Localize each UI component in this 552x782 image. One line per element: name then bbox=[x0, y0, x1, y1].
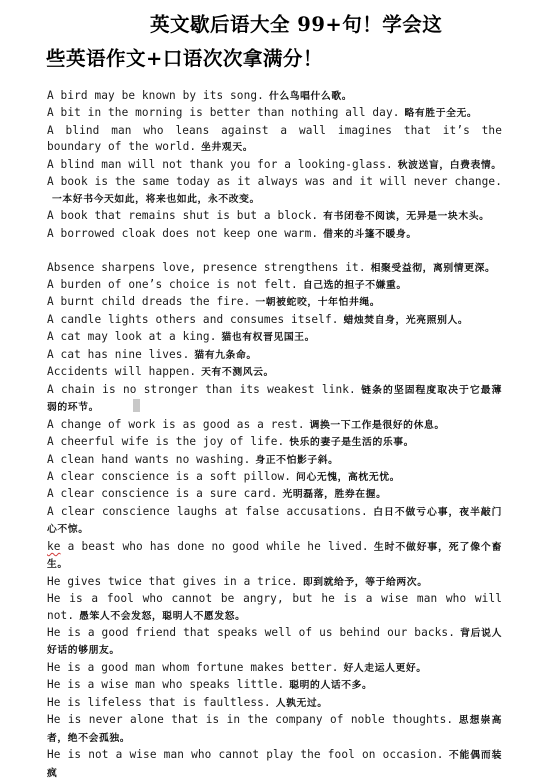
proverb-entry: He is a wise man who speaks little. 聪明的人话不多。 bbox=[47, 678, 373, 692]
proverb-entry: He gives twice that gives in a trice. 即到就给予，等于给两次。 bbox=[47, 574, 428, 588]
proverb-entry: ke a beast who has done no good while he lived. 生时不做好事，死了像个畜生。 bbox=[47, 539, 502, 571]
proverb-entry: He is never alone that is in the company of noble thoughts. 思想崇高者，绝不会孤独。 bbox=[47, 713, 502, 744]
proverb-entry: A clean hand wants no washing. 身正不怕影子斜。 bbox=[47, 452, 339, 466]
proverb-entry: A burnt child dreads the fire. 一朝被蛇咬，十年怕井绳。 bbox=[47, 295, 381, 309]
title-line-1: 英文歇后语大全 99+句！学会这 bbox=[150, 13, 443, 36]
proverb-with-spellcheck: ke a beast who has done no good while he lived. bbox=[47, 539, 369, 553]
proverb-entry: A borrowed cloak does not keep one warm. 借来的斗篷不暖身。 bbox=[47, 226, 417, 240]
text-cursor-marker bbox=[133, 399, 140, 412]
proverb-entry: A burden of one’s choice is not felt. 自己选的担子不嫌重。 bbox=[47, 277, 407, 291]
proverb-entry: He is a good man whom fortune makes better. 好人走运人更好。 bbox=[47, 660, 427, 674]
proverb-entry: He is a good friend that speaks well of us behind our backs. 背后说人好话的够朋友。 bbox=[47, 626, 502, 657]
proverb-entry: A cheerful wife is the joy of life. 快乐的妻子是生活的乐事。 bbox=[47, 435, 415, 449]
proverb-entry: A candle lights others and consumes itself. 蜡烛焚自身，光亮照别人。 bbox=[47, 312, 469, 326]
proverb-entry: A change of work is as good as a rest. 调换一下工作是很好的休息。 bbox=[47, 417, 445, 431]
proverb-entry: A blind man who leans against a wall imagines that it’s the boundary of the world. 坐井观天。 bbox=[47, 123, 502, 154]
proverb-entry: He is not a wise man who cannot play the fool on occasion. 不能偶而装疯 bbox=[47, 748, 502, 779]
title-line-2: 些英语作文+口语次次拿满分！ bbox=[46, 47, 323, 70]
proverb-entry: A clear conscience is a soft pillow. 问心无愧，高枕无忧。 bbox=[47, 469, 401, 483]
proverb-entry: A book is the same today as it always was and it will never change.一本好书今天如此，将来也如此，永不改变。 bbox=[47, 175, 502, 205]
proverb-entry: A clear conscience laughs at false accusations. 白日不做亏心事，夜半敲门心不惊。 bbox=[47, 504, 502, 536]
proverb-entry: A blind man will not thank you for a looking-glass. 秋波送盲，白费表情。 bbox=[47, 157, 502, 171]
proverb-list bbox=[47, 88, 502, 782]
proverb-entry: A cat may look at a king. 猫也有权晋见国王。 bbox=[47, 330, 316, 344]
proverb-entry: Absence sharpens love, presence strengthens it. 相聚受益彻，离别情更深。 bbox=[47, 260, 496, 274]
proverb-entry: A chain is no stronger than its weakest link. 链条的坚固程度取决于它最薄弱的环节。 bbox=[47, 382, 502, 414]
proverb-entry: He is lifeless that is faultless. 人孰无过。 bbox=[47, 695, 328, 709]
proverb-entry: He is a fool who cannot be angry, but he is a wise man who will not. 愚笨人不会发怒，聪明人不愿发怒。 bbox=[47, 592, 502, 622]
proverb-entry: A cat has nine lives. 猫有九条命。 bbox=[47, 347, 257, 361]
blank-line bbox=[47, 243, 502, 259]
document-title bbox=[46, 8, 526, 76]
proverb-entry: A bit in the morning is better than nothing all day. 略有胜于全无。 bbox=[47, 106, 478, 120]
proverb-entry: Accidents will happen. 天有不测风云。 bbox=[47, 365, 274, 379]
spellcheck-word: ke bbox=[47, 539, 61, 553]
proverb-entry: A clear conscience is a sure card. 光明磊落，胜券在握。 bbox=[47, 487, 387, 501]
proverb-entry: A book that remains shut is but a block. 有书闭卷不阅读，无异是一块木头。 bbox=[47, 209, 490, 223]
proverb-entry: A bird may be known by its song. 什么鸟唱什么歌。 bbox=[47, 89, 353, 102]
